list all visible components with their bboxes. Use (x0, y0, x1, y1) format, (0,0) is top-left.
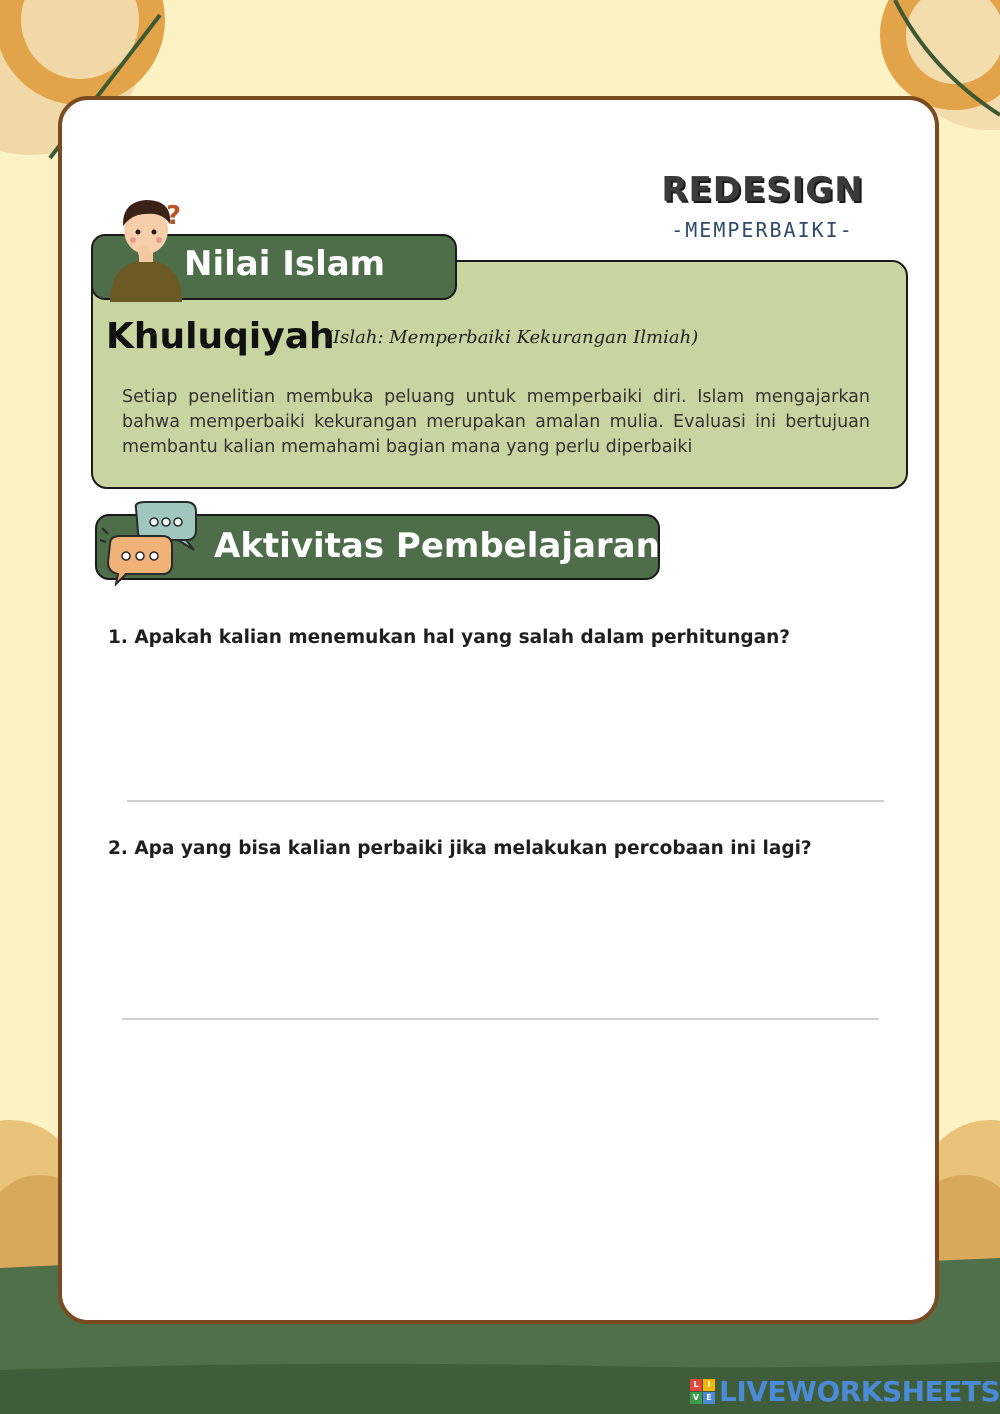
question-2: 2. Apa yang bisa kalian perbaiki jika melakukan percobaan ini lagi? (108, 838, 812, 859)
liveworksheets-logo (690, 1375, 1000, 1407)
nilai-islam-paragraph: Setiap penelitian membuka peluang untuk memperbaiki diri. Islam mengajarkan bahwa memperbaiki kekurangan merupakan amalan mulia. Evaluasi ini bertujuan membantu kalian memahami bagian mana yang perlu diperbaiki (122, 387, 870, 457)
khuluqiyah-term: Khuluqiyah (106, 316, 335, 357)
khuluqiyah-note: (Islah: Memperbaiki Kekurangan Ilmiah) (326, 327, 699, 348)
thinking-boy-icon (100, 190, 192, 302)
chat-bubbles-icon (98, 500, 200, 586)
liveworksheets-logo-text: LIVEWORKSHEETS (719, 1374, 1000, 1408)
nilai-islam-heading: Nilai Islam (184, 244, 386, 284)
brand-subtitle: -MEMPERBAIKI- (671, 218, 854, 242)
brand-title: REDESIGN (661, 170, 864, 210)
question-1: 1. Apakah kalian menemukan hal yang salah dalam perhitungan? (108, 627, 791, 648)
question-mark-icon: ? (166, 201, 182, 231)
liveworksheets-logo-icon: L I V E (690, 1379, 715, 1404)
answer-2-field[interactable] (122, 1018, 879, 1020)
aktivitas-heading: Aktivitas Pembelajaran (214, 526, 660, 566)
answer-1-field[interactable] (127, 800, 884, 802)
